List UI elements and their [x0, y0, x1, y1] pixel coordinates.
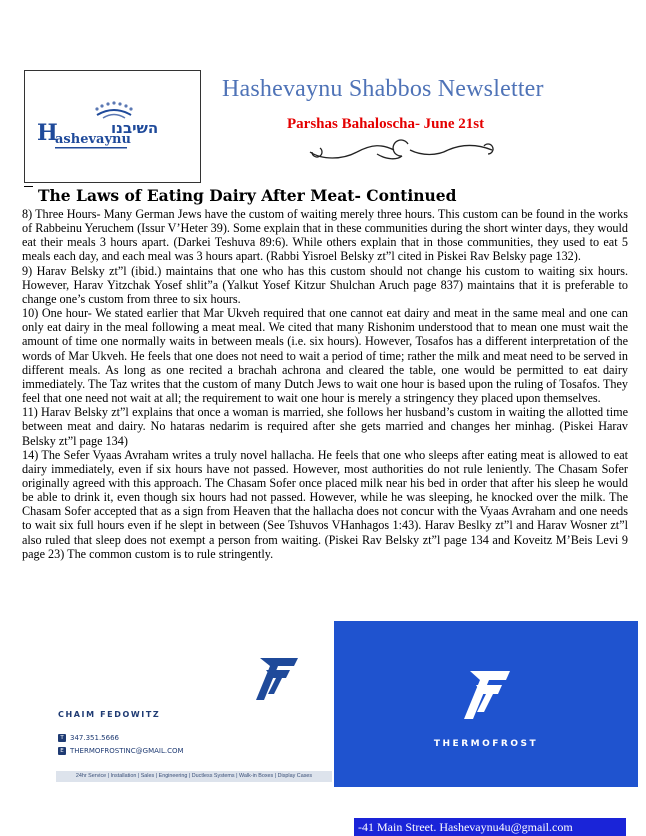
contact-name: CHAIM FEDOWITZ: [58, 710, 161, 719]
thermofrost-brand-logo-icon: [456, 667, 516, 723]
article-title: The Laws of Eating Dairy After Meat- Continued: [38, 186, 457, 205]
parsha-date-line: Parshas Bahaloscha- June 21st: [287, 116, 485, 132]
thermofrost-logo-icon: [246, 654, 306, 704]
hashevaynu-logo: [25, 71, 202, 184]
paragraph-8: 8) Three Hours- Many German Jews have the custom of waiting merely three hours. This custom can be found in the works of Rabbeinu Yeruchem (Issur V’Heter 39). Some explain that in these communities during the short winter days, they would eat their meals 3 hours apart. (Darkei Teshuva 89:6). While others explain that in those communities, they used to eat 5 meals each day, and each meal was 3 hours apart. (Rabbi Yisroel Belsky zt”l cited in Piskei Rav Belsky page 132).: [22, 207, 628, 264]
paragraph-10: 10) One hour- We stated earlier that Mar Ukveh required that one cannot eat dairy and meat in the same meal and one can only eat dairy in the meal following a meat meal. We cited that many Rishonim understood that to mean one must wait the amount of time one normally waits in between meals (i.e. six hours). However, Tosafos has a different interpretation of the words of Mar Ukveh. He feels that one does not need to wait a period of time; rather the milk and meat need to be served in different meals. As long as one recited a brachah achrona and cleared the table, one would be permitted to eat dairy immediately. The Taz writes that the custom of many Dutch Jews to wait one hour is based upon the ruling of Tosafos. They feel that one need not wait at all; the requirement to wait one hour is merely a stringency they placed upon themselves.: [22, 306, 628, 406]
title-rule: [24, 186, 33, 187]
paragraph-11: 11) Harav Belsky zt”l explains that once a woman is married, she follows her husband’s custom in waiting the allotted time between meat and dairy. No hataras nedarim is required after she gets married and changes her minhag. (Piskei Harav Belsky zt”l page 134): [22, 405, 628, 448]
thermofrost-brand-ad: [334, 621, 638, 787]
email-badge-icon: E: [58, 747, 66, 755]
footer-address-bar: -41 Main Street. Hashevaynu4u@gmail.com: [354, 818, 626, 836]
logo-english: ashevaynu: [55, 132, 131, 147]
newsletter-title: Hashevaynu Shabbos Newsletter: [222, 76, 544, 102]
phone-row: [58, 734, 119, 742]
svg-text:H: H: [37, 120, 58, 146]
services-strip: 24hr Service | Installation | Sales | Engineering | Ductless Systems | Walk-in Boxes | Display Cases: [56, 771, 332, 782]
email-address: THERMOFROSTINC@GMAIL.COM: [70, 747, 184, 755]
logo-box: [24, 70, 201, 183]
thermofrost-wordmark: THERMOFROST: [433, 739, 539, 749]
decorative-swirl-icon: [302, 138, 502, 164]
article-body: [22, 207, 628, 561]
logo-hebrew: השיבנו: [111, 119, 159, 137]
email-row: [58, 747, 184, 755]
phone-badge-icon: T: [58, 734, 66, 742]
paragraph-9: 9) Harav Belsky zt”l (ibid.) maintains that one who has this custom should not change his custom to waiting six hours. However, Harav Yitzchak Yosef shlit”a (Yalkut Yosef Kitzur Shulchan Aruch page 837) maintains that it is preferable to change one’s custom from three to six hours.: [22, 263, 628, 306]
thermofrost-contact-ad: [34, 640, 337, 790]
phone-number: 347.351.5666: [70, 734, 119, 742]
paragraph-14: 14) The Sefer Vyaas Avraham writes a truly novel hallacha. He feels that one who sleeps after eating meat is allowed to eat dairy immediately, even if six hours have not passed. However, most authorities do not rule leniently. The Chasam Sofer originally agreed with this approach. The Chasam Sofer once placed milk near his bed in order that after his sleep he would be able to drink it, even though six hours had not passed. However, while he was sleeping, he knocked over the milk. The Chasam Sofer accepted that as a sign from Heaven that the hallacha does not concur with the Vyaas Avraham and one needs to wait six full hours even if he slept in between (See Tshuvos VHanhagos 1:43). Harav Beslky zt”l and Harav Wosner zt”l also ruled that sleep does not exempt a person from waiting. (Piskei Rav Belsky zt”l page 134 and Koveitz M’Beis Levi 9 page 23) The common custom is to rule stringently.: [22, 447, 628, 561]
